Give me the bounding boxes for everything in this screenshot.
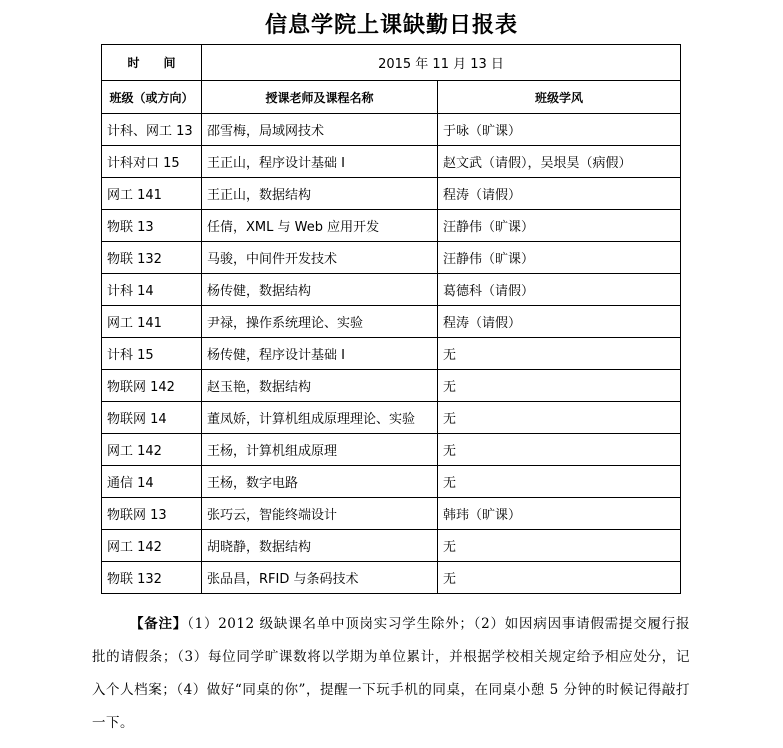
course-cell: 赵玉艳，数据结构 xyxy=(202,370,438,402)
table-row xyxy=(102,178,681,210)
course-cell: 杨传健，数据结构 xyxy=(202,274,438,306)
status-cell: 无 xyxy=(438,338,681,370)
status-cell: 无 xyxy=(438,530,681,562)
class-cell: 网工 142 xyxy=(102,530,202,562)
table-row xyxy=(102,530,681,562)
notes-label: 【备注】 xyxy=(130,616,188,632)
header-class: 班级（或方向） xyxy=(102,81,202,114)
table-row xyxy=(102,114,681,146)
status-cell: 无 xyxy=(438,402,681,434)
class-cell: 网工 142 xyxy=(102,434,202,466)
status-cell: 程涛（请假） xyxy=(438,306,681,338)
course-cell: 王正山，程序设计基础 I xyxy=(202,146,438,178)
table-row xyxy=(102,306,681,338)
table-row xyxy=(102,274,681,306)
class-cell: 通信 14 xyxy=(102,466,202,498)
table-row xyxy=(102,210,681,242)
report-date: 2015 年 11 月 13 日 xyxy=(202,45,681,81)
course-cell: 董凤娇，计算机组成原理理论、实验 xyxy=(202,402,438,434)
status-cell: 汪静伟（旷课） xyxy=(438,210,681,242)
course-cell: 王杨，计算机组成原理 xyxy=(202,434,438,466)
course-cell: 尹禄，操作系统理论、实验 xyxy=(202,306,438,338)
class-cell: 网工 141 xyxy=(102,306,202,338)
course-cell: 马骏，中间件开发技术 xyxy=(202,242,438,274)
status-cell: 汪静伟（旷课） xyxy=(438,242,681,274)
status-cell: 赵文武（请假），吴垠昊（病假） xyxy=(438,146,681,178)
table-row xyxy=(102,434,681,466)
header-course: 授课老师及课程名称 xyxy=(202,81,438,114)
time-row xyxy=(102,45,681,81)
page-title: 信息学院上课缺勤日报表 xyxy=(264,13,518,38)
class-cell: 计科对口 15 xyxy=(102,146,202,178)
course-cell: 胡晓静，数据结构 xyxy=(202,530,438,562)
status-cell: 葛德科（请假） xyxy=(438,274,681,306)
class-cell: 物联 13 xyxy=(102,210,202,242)
class-cell: 物联网 13 xyxy=(102,498,202,530)
class-cell: 网工 141 xyxy=(102,178,202,210)
status-cell: 无 xyxy=(438,434,681,466)
table-body xyxy=(102,45,681,594)
status-cell: 无 xyxy=(438,370,681,402)
status-cell: 程涛（请假） xyxy=(438,178,681,210)
course-cell: 任倩，XML 与 Web 应用开发 xyxy=(202,210,438,242)
notes-paragraph xyxy=(92,608,690,740)
table-row xyxy=(102,402,681,434)
class-cell: 物联 132 xyxy=(102,562,202,594)
table-row xyxy=(102,370,681,402)
class-cell: 物联网 142 xyxy=(102,370,202,402)
class-cell: 计科 14 xyxy=(102,274,202,306)
time-label: 时 间 xyxy=(102,45,202,81)
class-cell: 计科、网工 13 xyxy=(102,114,202,146)
course-cell: 杨传健，程序设计基础 I xyxy=(202,338,438,370)
attendance-table xyxy=(101,44,681,594)
header-row xyxy=(102,81,681,114)
course-cell: 张巧云，智能终端设计 xyxy=(202,498,438,530)
table-row xyxy=(102,338,681,370)
header-status: 班级学风 xyxy=(438,81,681,114)
class-cell: 物联 132 xyxy=(102,242,202,274)
class-cell: 物联网 14 xyxy=(102,402,202,434)
course-cell: 王杨，数字电路 xyxy=(202,466,438,498)
class-cell: 计科 15 xyxy=(102,338,202,370)
course-cell: 邵雪梅，局域网技术 xyxy=(202,114,438,146)
status-cell: 韩玮（旷课） xyxy=(438,498,681,530)
course-cell: 王正山，数据结构 xyxy=(202,178,438,210)
status-cell: 无 xyxy=(438,562,681,594)
course-cell: 张品昌，RFID 与条码技术 xyxy=(202,562,438,594)
table-row xyxy=(102,466,681,498)
table-row xyxy=(102,498,681,530)
table-row xyxy=(102,242,681,274)
table-row xyxy=(102,146,681,178)
notes-text: （1）2012 级缺课名单中顶岗实习学生除外；（2）如因病因事请假需提交履行报批的请假条；（3）每位同学旷课数将以学期为单位累计，并根据学校相关规定给予相应处分，记入个人档案；（4）做好“同桌的你”，提醒一下玩手机的同桌，在同桌小憩 5 分钟的时候记得敲打一下。 xyxy=(92,616,691,731)
table-row xyxy=(102,562,681,594)
status-cell: 无 xyxy=(438,466,681,498)
status-cell: 于咏（旷课） xyxy=(438,114,681,146)
